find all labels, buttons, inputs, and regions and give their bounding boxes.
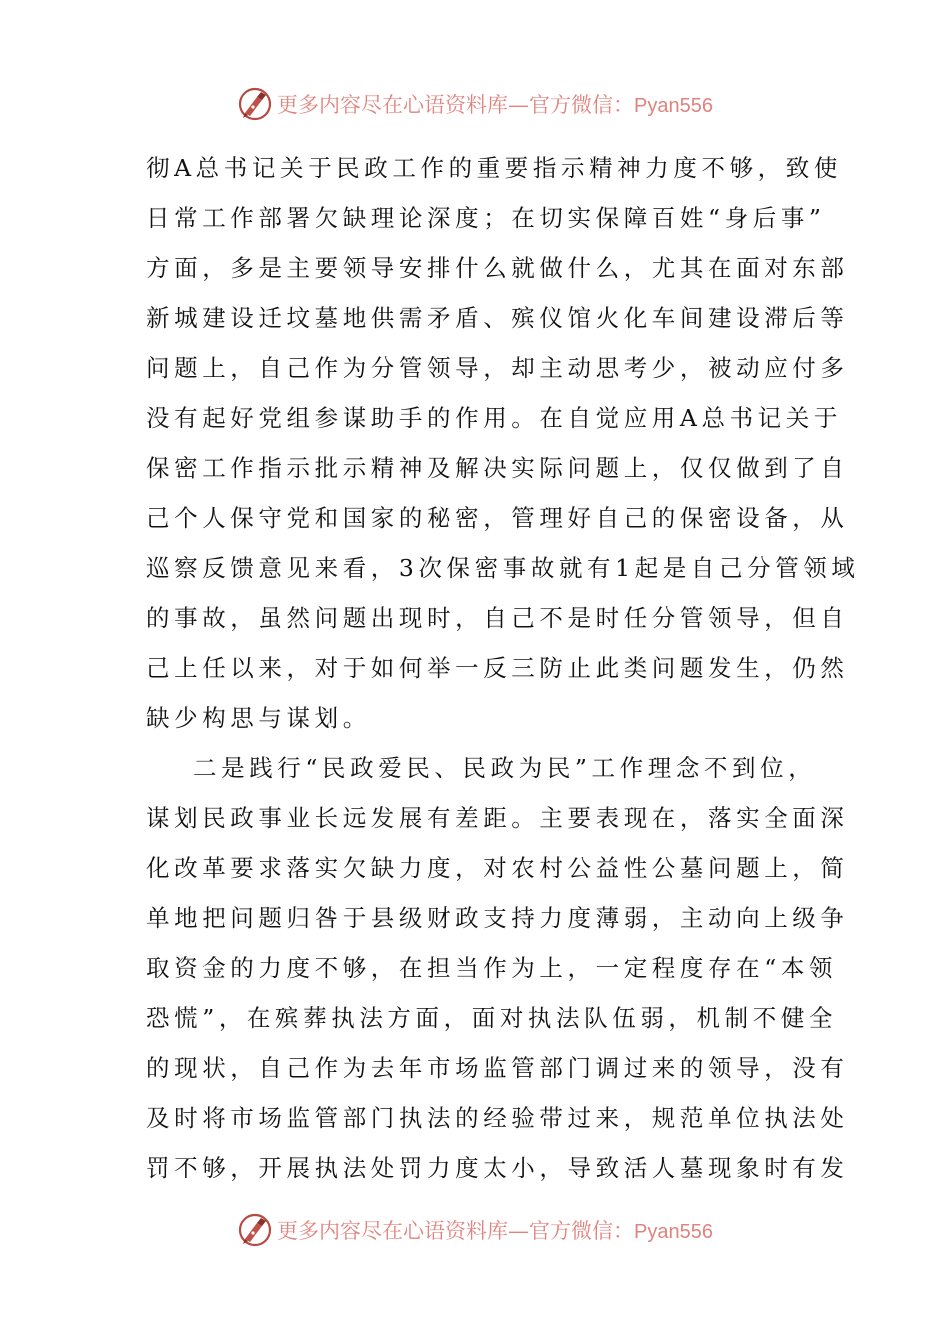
watermark-header <box>0 84 950 124</box>
body-line: 彻A总书记关于民政工作的重要指示精神力度不够，致使 <box>146 154 842 182</box>
body-line: 罚不够，开展执法处罚力度太小，导致活人墓现象时有发 <box>146 1154 849 1182</box>
paragraph-start-line: 二是践行“民政爱民、民政为民”工作理念不到位， <box>193 754 817 782</box>
watermark-wechat-id: Pyan556 <box>634 1221 713 1243</box>
body-line: 方面，多是主要领导安排什么就做什么，尤其在面对东部 <box>146 254 849 282</box>
watermark-text <box>277 89 713 119</box>
pen-nib-logo-icon <box>237 86 273 122</box>
watermark-text <box>277 1215 713 1245</box>
watermark-wechat-id: Pyan556 <box>634 95 713 117</box>
body-line: 没有起好党组参谋助手的作用。在自觉应用A总书记关于 <box>146 404 842 432</box>
document-body <box>146 143 860 1193</box>
pen-nib-logo-icon <box>237 1212 273 1248</box>
body-line: 缺少构思与谋划。 <box>146 704 371 732</box>
body-line: 的事故，虽然问题出现时，自己不是时任分管领导，但自 <box>146 604 849 632</box>
body-line: 谋划民政事业长远发展有差距。主要表现在，落实全面深 <box>146 804 849 832</box>
body-line: 及时将市场监管部门执法的经验带过来，规范单位执法处 <box>146 1104 849 1132</box>
body-line: 的现状，自己作为去年市场监管部门调过来的领导，没有 <box>146 1054 849 1082</box>
body-line: 巡察反馈意见来看，3次保密事故就有1起是自己分管领域 <box>146 554 860 582</box>
watermark-footer <box>0 1210 950 1250</box>
body-line: 化改革要求落实欠缺力度，对农村公益性公墓问题上，简 <box>146 854 849 882</box>
watermark-main-text: 更多内容尽在心语资料库—官方微信： <box>277 93 635 117</box>
body-line: 保密工作指示批示精神及解决实际问题上，仅仅做到了自 <box>146 454 849 482</box>
body-line: 新城建设迁坟墓地供需矛盾、殡仪馆火化车间建设滞后等 <box>146 304 849 332</box>
body-line: 单地把问题归咎于县级财政支持力度薄弱，主动向上级争 <box>146 904 849 932</box>
body-line: 己上任以来，对于如何举一反三防止此类问题发生，仍然 <box>146 654 849 682</box>
body-line: 己个人保守党和国家的秘密，管理好自己的保密设备，从 <box>146 504 849 532</box>
watermark-main-text: 更多内容尽在心语资料库—官方微信： <box>277 1219 635 1243</box>
body-line: 恐慌”，在殡葬执法方面，面对执法队伍弱，机制不健全 <box>146 1004 838 1032</box>
body-line: 日常工作部署欠缺理论深度；在切实保障百姓“身后事” <box>146 204 826 232</box>
body-line: 取资金的力度不够，在担当作为上，一定程度存在“本领 <box>146 954 838 982</box>
body-line: 问题上，自己作为分管领导，却主动思考少，被动应付多 <box>146 354 849 382</box>
